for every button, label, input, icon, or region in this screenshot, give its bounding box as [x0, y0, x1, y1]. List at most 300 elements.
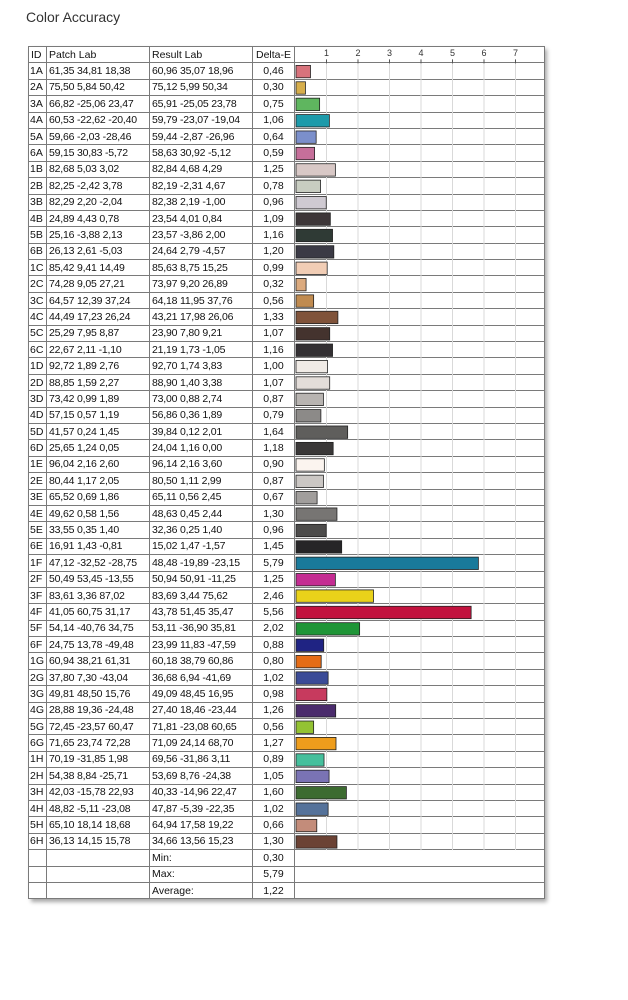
- delta-e-cell: 1,26: [253, 702, 295, 718]
- patch-lab-cell: 25,16 -3,88 2,13: [47, 227, 150, 243]
- patch-lab-cell: 33,55 0,35 1,40: [47, 522, 150, 538]
- summary-row: [29, 866, 545, 882]
- patch-lab-cell: 82,25 -2,42 3,78: [47, 178, 150, 194]
- summary-label: Min:: [150, 850, 253, 866]
- bar-cell: [295, 178, 545, 194]
- patch-lab-cell: 44,49 17,23 26,24: [47, 309, 150, 325]
- patch-id-cell: 3E: [29, 489, 47, 505]
- result-lab-cell: 64,18 11,95 37,76: [150, 292, 253, 308]
- patch-id-cell: 6B: [29, 243, 47, 259]
- patch-lab-cell: 59,66 -2,03 -28,46: [47, 128, 150, 144]
- summary-value: 5,79: [253, 866, 295, 882]
- patch-id-cell: 4G: [29, 702, 47, 718]
- table-row: [29, 587, 545, 603]
- result-lab-cell: 65,91 -25,05 23,78: [150, 96, 253, 112]
- table-row: [29, 391, 545, 407]
- patch-lab-cell: 41,57 0,24 1,45: [47, 423, 150, 439]
- patch-lab-cell: 24,75 13,78 -49,48: [47, 637, 150, 653]
- table-row: [29, 719, 545, 735]
- header-chart-axis: [295, 47, 545, 63]
- patch-id-cell: 1F: [29, 555, 47, 571]
- result-lab-cell: 73,97 9,20 26,89: [150, 276, 253, 292]
- patch-id-cell: 5B: [29, 227, 47, 243]
- tick-label: 6: [480, 47, 487, 58]
- tick-label: 2: [354, 47, 361, 58]
- table-row: [29, 325, 545, 341]
- patch-id-cell: 3B: [29, 194, 47, 210]
- summary-blank-cell: [47, 866, 150, 882]
- patch-id-cell: 6F: [29, 637, 47, 653]
- patch-lab-cell: 54,14 -40,76 34,75: [47, 620, 150, 636]
- bar-cell: [295, 456, 545, 472]
- patch-lab-cell: 60,94 38,21 61,31: [47, 653, 150, 669]
- table-row: [29, 407, 545, 423]
- delta-e-cell: 1,07: [253, 325, 295, 341]
- delta-e-cell: 2,02: [253, 620, 295, 636]
- patch-lab-cell: 25,65 1,24 0,05: [47, 440, 150, 456]
- table-row: [29, 63, 545, 79]
- patch-lab-cell: 73,42 0,99 1,89: [47, 391, 150, 407]
- delta-e-cell: 0,59: [253, 145, 295, 161]
- patch-id-cell: 4F: [29, 604, 47, 620]
- bar-cell: [295, 391, 545, 407]
- header-delta-e: Delta-E: [253, 47, 295, 63]
- color-accuracy-table: [28, 46, 545, 899]
- result-lab-cell: 36,68 6,94 -41,69: [150, 669, 253, 685]
- patch-lab-cell: 74,28 9,05 27,21: [47, 276, 150, 292]
- bar-cell: [295, 79, 545, 95]
- patch-id-cell: 6H: [29, 833, 47, 849]
- result-lab-cell: 24,04 1,16 0,00: [150, 440, 253, 456]
- patch-id-cell: 2G: [29, 669, 47, 685]
- summary-blank-cell: [29, 866, 47, 882]
- bar-cell: [295, 735, 545, 751]
- header-result-lab: Result Lab: [150, 47, 253, 63]
- bar-cell: [295, 112, 545, 128]
- patch-id-cell: 4H: [29, 800, 47, 816]
- patch-lab-cell: 72,45 -23,57 60,47: [47, 719, 150, 735]
- summary-row: [29, 850, 545, 866]
- summary-blank-cell: [29, 850, 47, 866]
- summary-blank-cell: [47, 850, 150, 866]
- table-row: [29, 358, 545, 374]
- color-accuracy-table-wrap: [28, 46, 544, 899]
- result-lab-cell: 69,56 -31,86 3,11: [150, 751, 253, 767]
- patch-lab-cell: 48,82 -5,11 -23,08: [47, 800, 150, 816]
- result-lab-cell: 48,63 0,45 2,44: [150, 505, 253, 521]
- patch-id-cell: 1B: [29, 161, 47, 177]
- patch-id-cell: 5A: [29, 128, 47, 144]
- bar-cell: [295, 768, 545, 784]
- table-row: [29, 768, 545, 784]
- patch-id-cell: 3A: [29, 96, 47, 112]
- patch-id-cell: 3H: [29, 784, 47, 800]
- delta-e-cell: 1,30: [253, 505, 295, 521]
- delta-e-cell: 1,02: [253, 669, 295, 685]
- bar-cell: [295, 63, 545, 79]
- header-row: [29, 47, 545, 63]
- delta-e-cell: 0,99: [253, 260, 295, 276]
- table-row: [29, 309, 545, 325]
- delta-e-cell: 1,27: [253, 735, 295, 751]
- table-row: [29, 800, 545, 816]
- bar-cell: [295, 260, 545, 276]
- bar-cell: [295, 587, 545, 603]
- patch-id-cell: 2F: [29, 571, 47, 587]
- result-lab-cell: 49,09 48,45 16,95: [150, 686, 253, 702]
- tick-label: 4: [417, 47, 424, 58]
- table-row: [29, 112, 545, 128]
- result-lab-cell: 23,57 -3,86 2,00: [150, 227, 253, 243]
- patch-lab-cell: 85,42 9,41 14,49: [47, 260, 150, 276]
- patch-id-cell: 5H: [29, 817, 47, 833]
- delta-e-cell: 1,06: [253, 112, 295, 128]
- result-lab-cell: 64,94 17,58 19,22: [150, 817, 253, 833]
- result-lab-cell: 60,18 38,79 60,86: [150, 653, 253, 669]
- patch-lab-cell: 88,85 1,59 2,27: [47, 374, 150, 390]
- delta-e-cell: 0,75: [253, 96, 295, 112]
- patch-id-cell: 2C: [29, 276, 47, 292]
- result-lab-cell: 96,14 2,16 3,60: [150, 456, 253, 472]
- result-lab-cell: 65,11 0,56 2,45: [150, 489, 253, 505]
- delta-e-cell: 5,56: [253, 604, 295, 620]
- result-lab-cell: 92,70 1,74 3,83: [150, 358, 253, 374]
- patch-lab-cell: 64,57 12,39 37,24: [47, 292, 150, 308]
- summary-value: 0,30: [253, 850, 295, 866]
- bar-cell: [295, 358, 545, 374]
- table-row: [29, 489, 545, 505]
- bar-cell: [295, 145, 545, 161]
- patch-lab-cell: 61,35 34,81 18,38: [47, 63, 150, 79]
- patch-id-cell: 5G: [29, 719, 47, 735]
- patch-lab-cell: 50,49 53,45 -13,55: [47, 571, 150, 587]
- patch-lab-cell: 16,91 1,43 -0,81: [47, 538, 150, 554]
- table-row: [29, 833, 545, 849]
- result-lab-cell: 34,66 13,56 15,23: [150, 833, 253, 849]
- delta-e-cell: 0,56: [253, 292, 295, 308]
- patch-lab-cell: 47,12 -32,52 -28,75: [47, 555, 150, 571]
- bar-cell: [295, 96, 545, 112]
- delta-e-cell: 0,56: [253, 719, 295, 735]
- patch-id-cell: 4A: [29, 112, 47, 128]
- delta-e-cell: 1,05: [253, 768, 295, 784]
- patch-lab-cell: 65,52 0,69 1,86: [47, 489, 150, 505]
- result-lab-cell: 85,63 8,75 15,25: [150, 260, 253, 276]
- bar-cell: [295, 538, 545, 554]
- result-lab-cell: 53,69 8,76 -24,38: [150, 768, 253, 784]
- result-lab-cell: 23,90 7,80 9,21: [150, 325, 253, 341]
- page-title: Color Accuracy: [26, 9, 121, 25]
- patch-id-cell: 2H: [29, 768, 47, 784]
- table-row: [29, 620, 545, 636]
- table-row: [29, 571, 545, 587]
- result-lab-cell: 82,84 4,68 4,29: [150, 161, 253, 177]
- delta-e-cell: 0,78: [253, 178, 295, 194]
- bar-cell: [295, 423, 545, 439]
- delta-e-cell: 1,16: [253, 227, 295, 243]
- delta-e-cell: 0,90: [253, 456, 295, 472]
- bar-cell: [295, 653, 545, 669]
- patch-lab-cell: 96,04 2,16 2,60: [47, 456, 150, 472]
- result-lab-cell: 24,64 2,79 -4,57: [150, 243, 253, 259]
- delta-e-cell: 0,96: [253, 522, 295, 538]
- patch-lab-cell: 60,53 -22,62 -20,40: [47, 112, 150, 128]
- header-id: ID: [29, 47, 47, 63]
- patch-lab-cell: 36,13 14,15 15,78: [47, 833, 150, 849]
- result-lab-cell: 39,84 0,12 2,01: [150, 423, 253, 439]
- table-row: [29, 260, 545, 276]
- bar-cell: [295, 276, 545, 292]
- delta-e-cell: 2,46: [253, 587, 295, 603]
- delta-e-cell: 1,33: [253, 309, 295, 325]
- patch-lab-cell: 75,50 5,84 50,42: [47, 79, 150, 95]
- table-row: [29, 342, 545, 358]
- patch-id-cell: 1H: [29, 751, 47, 767]
- delta-e-cell: 0,98: [253, 686, 295, 702]
- table-row: [29, 784, 545, 800]
- table-row: [29, 522, 545, 538]
- patch-id-cell: 6E: [29, 538, 47, 554]
- patch-lab-cell: 37,80 7,30 -43,04: [47, 669, 150, 685]
- delta-e-cell: 0,96: [253, 194, 295, 210]
- result-lab-cell: 82,38 2,19 -1,00: [150, 194, 253, 210]
- delta-e-cell: 0,80: [253, 653, 295, 669]
- result-lab-cell: 53,11 -36,90 35,81: [150, 620, 253, 636]
- result-lab-cell: 40,33 -14,96 22,47: [150, 784, 253, 800]
- delta-e-cell: 1,02: [253, 800, 295, 816]
- table-row: [29, 538, 545, 554]
- table-row: [29, 227, 545, 243]
- summary-blank-cell: [295, 866, 545, 882]
- delta-e-cell: 0,30: [253, 79, 295, 95]
- patch-id-cell: 4B: [29, 210, 47, 226]
- delta-e-cell: 0,88: [253, 637, 295, 653]
- bar-cell: [295, 702, 545, 718]
- patch-lab-cell: 57,15 0,57 1,19: [47, 407, 150, 423]
- delta-e-cell: 1,60: [253, 784, 295, 800]
- tick-label: 7: [512, 47, 518, 58]
- delta-e-cell: 1,16: [253, 342, 295, 358]
- table-row: [29, 243, 545, 259]
- tick-label: 1: [323, 47, 329, 58]
- patch-lab-cell: 82,29 2,20 -2,04: [47, 194, 150, 210]
- bar-cell: [295, 686, 545, 702]
- result-lab-cell: 58,63 30,92 -5,12: [150, 145, 253, 161]
- bar-cell: [295, 309, 545, 325]
- summary-row: [29, 882, 545, 898]
- patch-id-cell: 4C: [29, 309, 47, 325]
- patch-lab-cell: 59,15 30,83 -5,72: [47, 145, 150, 161]
- table-row: [29, 423, 545, 439]
- patch-id-cell: 6A: [29, 145, 47, 161]
- bar-cell: [295, 489, 545, 505]
- patch-id-cell: 4D: [29, 407, 47, 423]
- patch-lab-cell: 66,82 -25,06 23,47: [47, 96, 150, 112]
- patch-lab-cell: 80,44 1,17 2,05: [47, 473, 150, 489]
- bar-cell: [295, 800, 545, 816]
- bar-cell: [295, 473, 545, 489]
- patch-lab-cell: 28,88 19,36 -24,48: [47, 702, 150, 718]
- delta-e-cell: 1,25: [253, 161, 295, 177]
- delta-e-cell: 5,79: [253, 555, 295, 571]
- patch-lab-cell: 42,03 -15,78 22,93: [47, 784, 150, 800]
- patch-id-cell: 2A: [29, 79, 47, 95]
- delta-e-cell: 0,67: [253, 489, 295, 505]
- table-row: [29, 145, 545, 161]
- result-lab-cell: 59,79 -23,07 -19,04: [150, 112, 253, 128]
- patch-id-cell: 2B: [29, 178, 47, 194]
- bar-cell: [295, 751, 545, 767]
- patch-lab-cell: 22,67 2,11 -1,10: [47, 342, 150, 358]
- patch-id-cell: 2E: [29, 473, 47, 489]
- bar-cell: [295, 784, 545, 800]
- table-row: [29, 292, 545, 308]
- patch-id-cell: 5F: [29, 620, 47, 636]
- bar-cell: [295, 407, 545, 423]
- bar-cell: [295, 620, 545, 636]
- delta-e-cell: 0,87: [253, 391, 295, 407]
- patch-id-cell: 6G: [29, 735, 47, 751]
- result-lab-cell: 21,19 1,73 -1,05: [150, 342, 253, 358]
- table-row: [29, 555, 545, 571]
- result-lab-cell: 71,09 24,14 68,70: [150, 735, 253, 751]
- patch-id-cell: 3C: [29, 292, 47, 308]
- result-lab-cell: 27,40 18,46 -23,44: [150, 702, 253, 718]
- patch-lab-cell: 82,68 5,03 3,02: [47, 161, 150, 177]
- bar-cell: [295, 292, 545, 308]
- tick-label: 3: [386, 47, 392, 58]
- patch-lab-cell: 25,29 7,95 8,87: [47, 325, 150, 341]
- patch-lab-cell: 54,38 8,84 -25,71: [47, 768, 150, 784]
- patch-id-cell: 5C: [29, 325, 47, 341]
- table-row: [29, 637, 545, 653]
- patch-id-cell: 1E: [29, 456, 47, 472]
- delta-e-cell: 1,20: [253, 243, 295, 259]
- patch-id-cell: 5D: [29, 423, 47, 439]
- delta-e-cell: 1,30: [253, 833, 295, 849]
- delta-e-cell: 1,45: [253, 538, 295, 554]
- patch-id-cell: 6D: [29, 440, 47, 456]
- delta-e-cell: 1,09: [253, 210, 295, 226]
- bar-cell: [295, 227, 545, 243]
- tick-label: 5: [449, 47, 455, 58]
- patch-lab-cell: 92,72 1,89 2,76: [47, 358, 150, 374]
- result-lab-cell: 43,21 17,98 26,06: [150, 309, 253, 325]
- delta-e-cell: 1,25: [253, 571, 295, 587]
- table-row: [29, 161, 545, 177]
- result-lab-cell: 71,81 -23,08 60,65: [150, 719, 253, 735]
- table-row: [29, 604, 545, 620]
- result-lab-cell: 47,87 -5,39 -22,35: [150, 800, 253, 816]
- bar-cell: [295, 210, 545, 226]
- result-lab-cell: 23,99 11,83 -47,59: [150, 637, 253, 653]
- summary-value: 1,22: [253, 882, 295, 898]
- delta-e-cell: 0,89: [253, 751, 295, 767]
- table-row: [29, 374, 545, 390]
- table-row: [29, 505, 545, 521]
- result-lab-cell: 82,19 -2,31 4,67: [150, 178, 253, 194]
- bar-cell: [295, 669, 545, 685]
- bar-cell: [295, 374, 545, 390]
- bar-cell: [295, 637, 545, 653]
- result-lab-cell: 75,12 5,99 50,34: [150, 79, 253, 95]
- table-row: [29, 653, 545, 669]
- result-lab-cell: 80,50 1,11 2,99: [150, 473, 253, 489]
- summary-blank-cell: [29, 882, 47, 898]
- patch-id-cell: 1D: [29, 358, 47, 374]
- delta-e-cell: 1,64: [253, 423, 295, 439]
- table-row: [29, 735, 545, 751]
- bar-cell: [295, 440, 545, 456]
- patch-lab-cell: 49,62 0,58 1,56: [47, 505, 150, 521]
- patch-lab-cell: 70,19 -31,85 1,98: [47, 751, 150, 767]
- summary-blank-cell: [47, 882, 150, 898]
- table-row: [29, 178, 545, 194]
- bar-cell: [295, 128, 545, 144]
- table-row: [29, 440, 545, 456]
- patch-lab-cell: 24,89 4,43 0,78: [47, 210, 150, 226]
- delta-e-cell: 0,66: [253, 817, 295, 833]
- table-row: [29, 96, 545, 112]
- table-row: [29, 751, 545, 767]
- patch-id-cell: 3D: [29, 391, 47, 407]
- result-lab-cell: 60,96 35,07 18,96: [150, 63, 253, 79]
- summary-blank-cell: [295, 882, 545, 898]
- patch-id-cell: 1G: [29, 653, 47, 669]
- table-row: [29, 702, 545, 718]
- table-body: [29, 63, 545, 850]
- table-row: [29, 817, 545, 833]
- patch-id-cell: 4E: [29, 505, 47, 521]
- result-lab-cell: 73,00 0,88 2,74: [150, 391, 253, 407]
- result-lab-cell: 23,54 4,01 0,84: [150, 210, 253, 226]
- patch-id-cell: 3G: [29, 686, 47, 702]
- summary-label: Max:: [150, 866, 253, 882]
- result-lab-cell: 56,86 0,36 1,89: [150, 407, 253, 423]
- table-row: [29, 128, 545, 144]
- table-row: [29, 686, 545, 702]
- summary-label: Average:: [150, 882, 253, 898]
- bar-cell: [295, 817, 545, 833]
- table-row: [29, 79, 545, 95]
- summary-body: [29, 850, 545, 899]
- result-lab-cell: 83,69 3,44 75,62: [150, 587, 253, 603]
- delta-e-cell: 1,00: [253, 358, 295, 374]
- table-row: [29, 210, 545, 226]
- delta-e-cell: 0,64: [253, 128, 295, 144]
- patch-lab-cell: 49,81 48,50 15,76: [47, 686, 150, 702]
- delta-e-cell: 0,32: [253, 276, 295, 292]
- header-patch-lab: Patch Lab: [47, 47, 150, 63]
- table-row: [29, 276, 545, 292]
- bar-cell: [295, 342, 545, 358]
- patch-id-cell: 3F: [29, 587, 47, 603]
- result-lab-cell: 15,02 1,47 -1,57: [150, 538, 253, 554]
- bar-cell: [295, 555, 545, 571]
- patch-lab-cell: 83,61 3,36 87,02: [47, 587, 150, 603]
- patch-id-cell: 1A: [29, 63, 47, 79]
- bar-cell: [295, 604, 545, 620]
- result-lab-cell: 88,90 1,40 3,38: [150, 374, 253, 390]
- bar-cell: [295, 522, 545, 538]
- delta-e-cell: 1,18: [253, 440, 295, 456]
- bar-cell: [295, 325, 545, 341]
- patch-lab-cell: 65,10 18,14 18,68: [47, 817, 150, 833]
- bar-cell: [295, 243, 545, 259]
- delta-e-cell: 0,46: [253, 63, 295, 79]
- result-lab-cell: 59,44 -2,87 -26,96: [150, 128, 253, 144]
- patch-id-cell: 1C: [29, 260, 47, 276]
